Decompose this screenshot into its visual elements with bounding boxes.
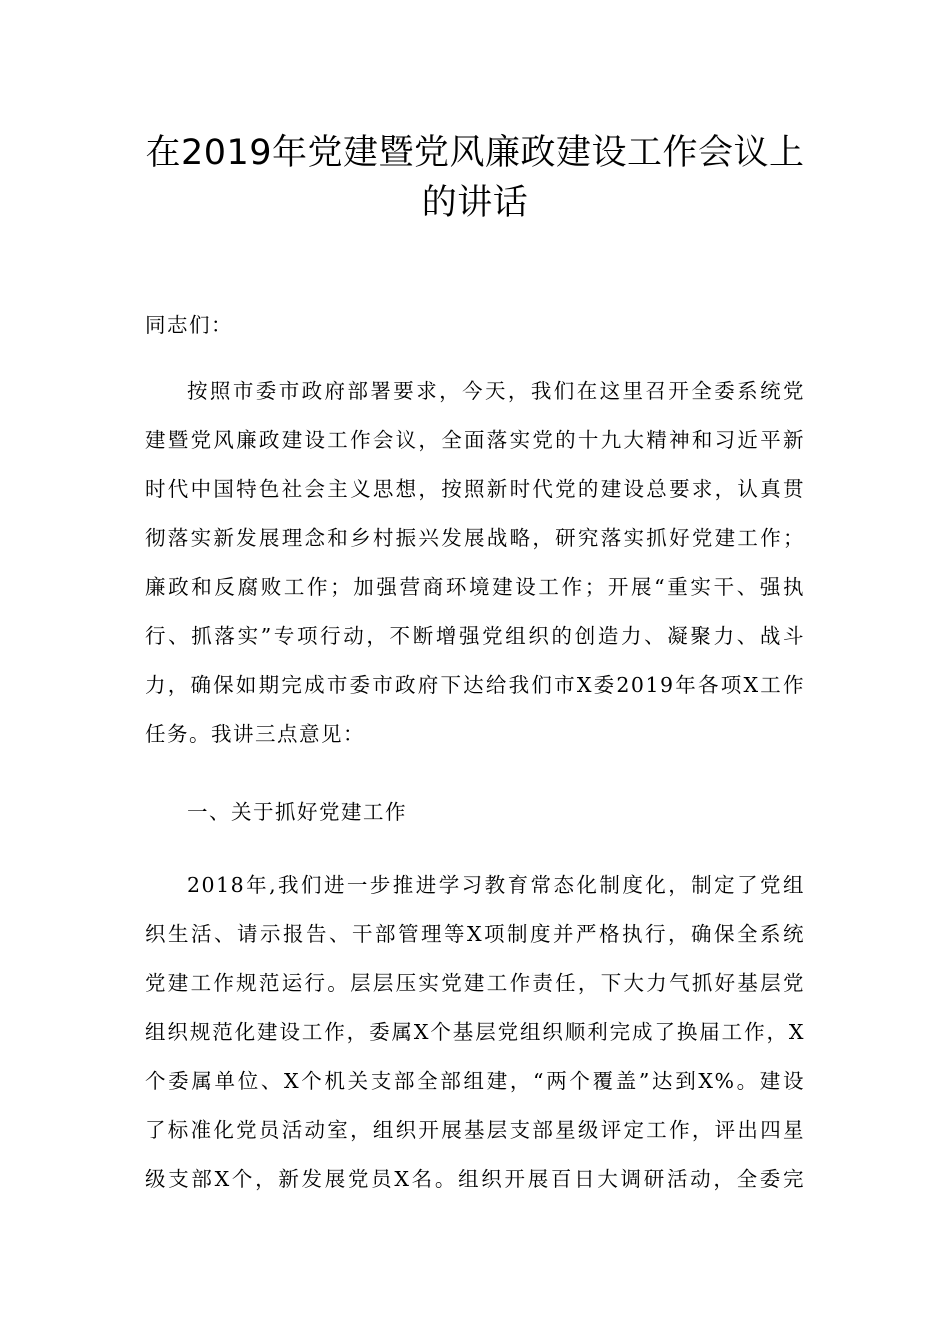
paragraph-1-line-1: 按照市委市政府部署要求，今天，我们在这里召开全委系统党	[187, 379, 805, 403]
paragraph-1-line-4: 彻落实新发展理念和乡村振兴发展战略，研究落实抓好党建工作；	[145, 526, 805, 550]
paragraph-2-line-6: 了标准化党员活动室，组织开展基层支部星级评定工作，评出四星	[145, 1118, 805, 1142]
paragraph-1-line-5: 廉政和反腐败工作；加强营商环境建设工作；开展“重实干、强执	[145, 575, 805, 599]
document-title-line-1: 在2019年党建暨党风廉政建设工作会议上	[145, 133, 805, 173]
paragraph-2-line-3: 党建工作规范运行。层层压实党建工作责任，下大力气抓好基层党	[145, 971, 805, 995]
paragraph-2-line-5: 个委属单位、X个机关支部全部组建，“两个覆盖”达到X%。建设	[145, 1069, 805, 1093]
salutation: 同志们：	[145, 313, 233, 337]
section-heading-1: 一、关于抓好党建工作	[187, 800, 407, 824]
paragraph-2-line-4: 组织规范化建设工作，委属X个基层党组织顺利完成了换届工作，X	[145, 1020, 805, 1044]
document-title-line-2: 的讲话	[421, 183, 529, 223]
paragraph-1-line-7: 力，确保如期完成市委市政府下达给我们市X委2019年各项X工作	[145, 673, 805, 697]
paragraph-1-line-6: 行、抓落实”专项行动，不断增强党组织的创造力、凝聚力、战斗	[145, 624, 805, 648]
paragraph-1-line-3: 时代中国特色社会主义思想，按照新时代党的建设总要求，认真贯	[145, 477, 805, 501]
paragraph-1-line-2: 建暨党风廉政建设工作会议，全面落实党的十九大精神和习近平新	[145, 428, 805, 452]
paragraph-2-line-7: 级支部X个，新发展党员X名。组织开展百日大调研活动，全委完	[145, 1167, 805, 1191]
paragraph-1-line-8: 任务。我讲三点意见：	[145, 722, 365, 746]
paragraph-2-line-1: 2018年,我们进一步推进学习教育常态化制度化，制定了党组	[187, 873, 805, 897]
paragraph-2-line-2: 织生活、请示报告、干部管理等X项制度并严格执行，确保全系统	[145, 922, 805, 946]
